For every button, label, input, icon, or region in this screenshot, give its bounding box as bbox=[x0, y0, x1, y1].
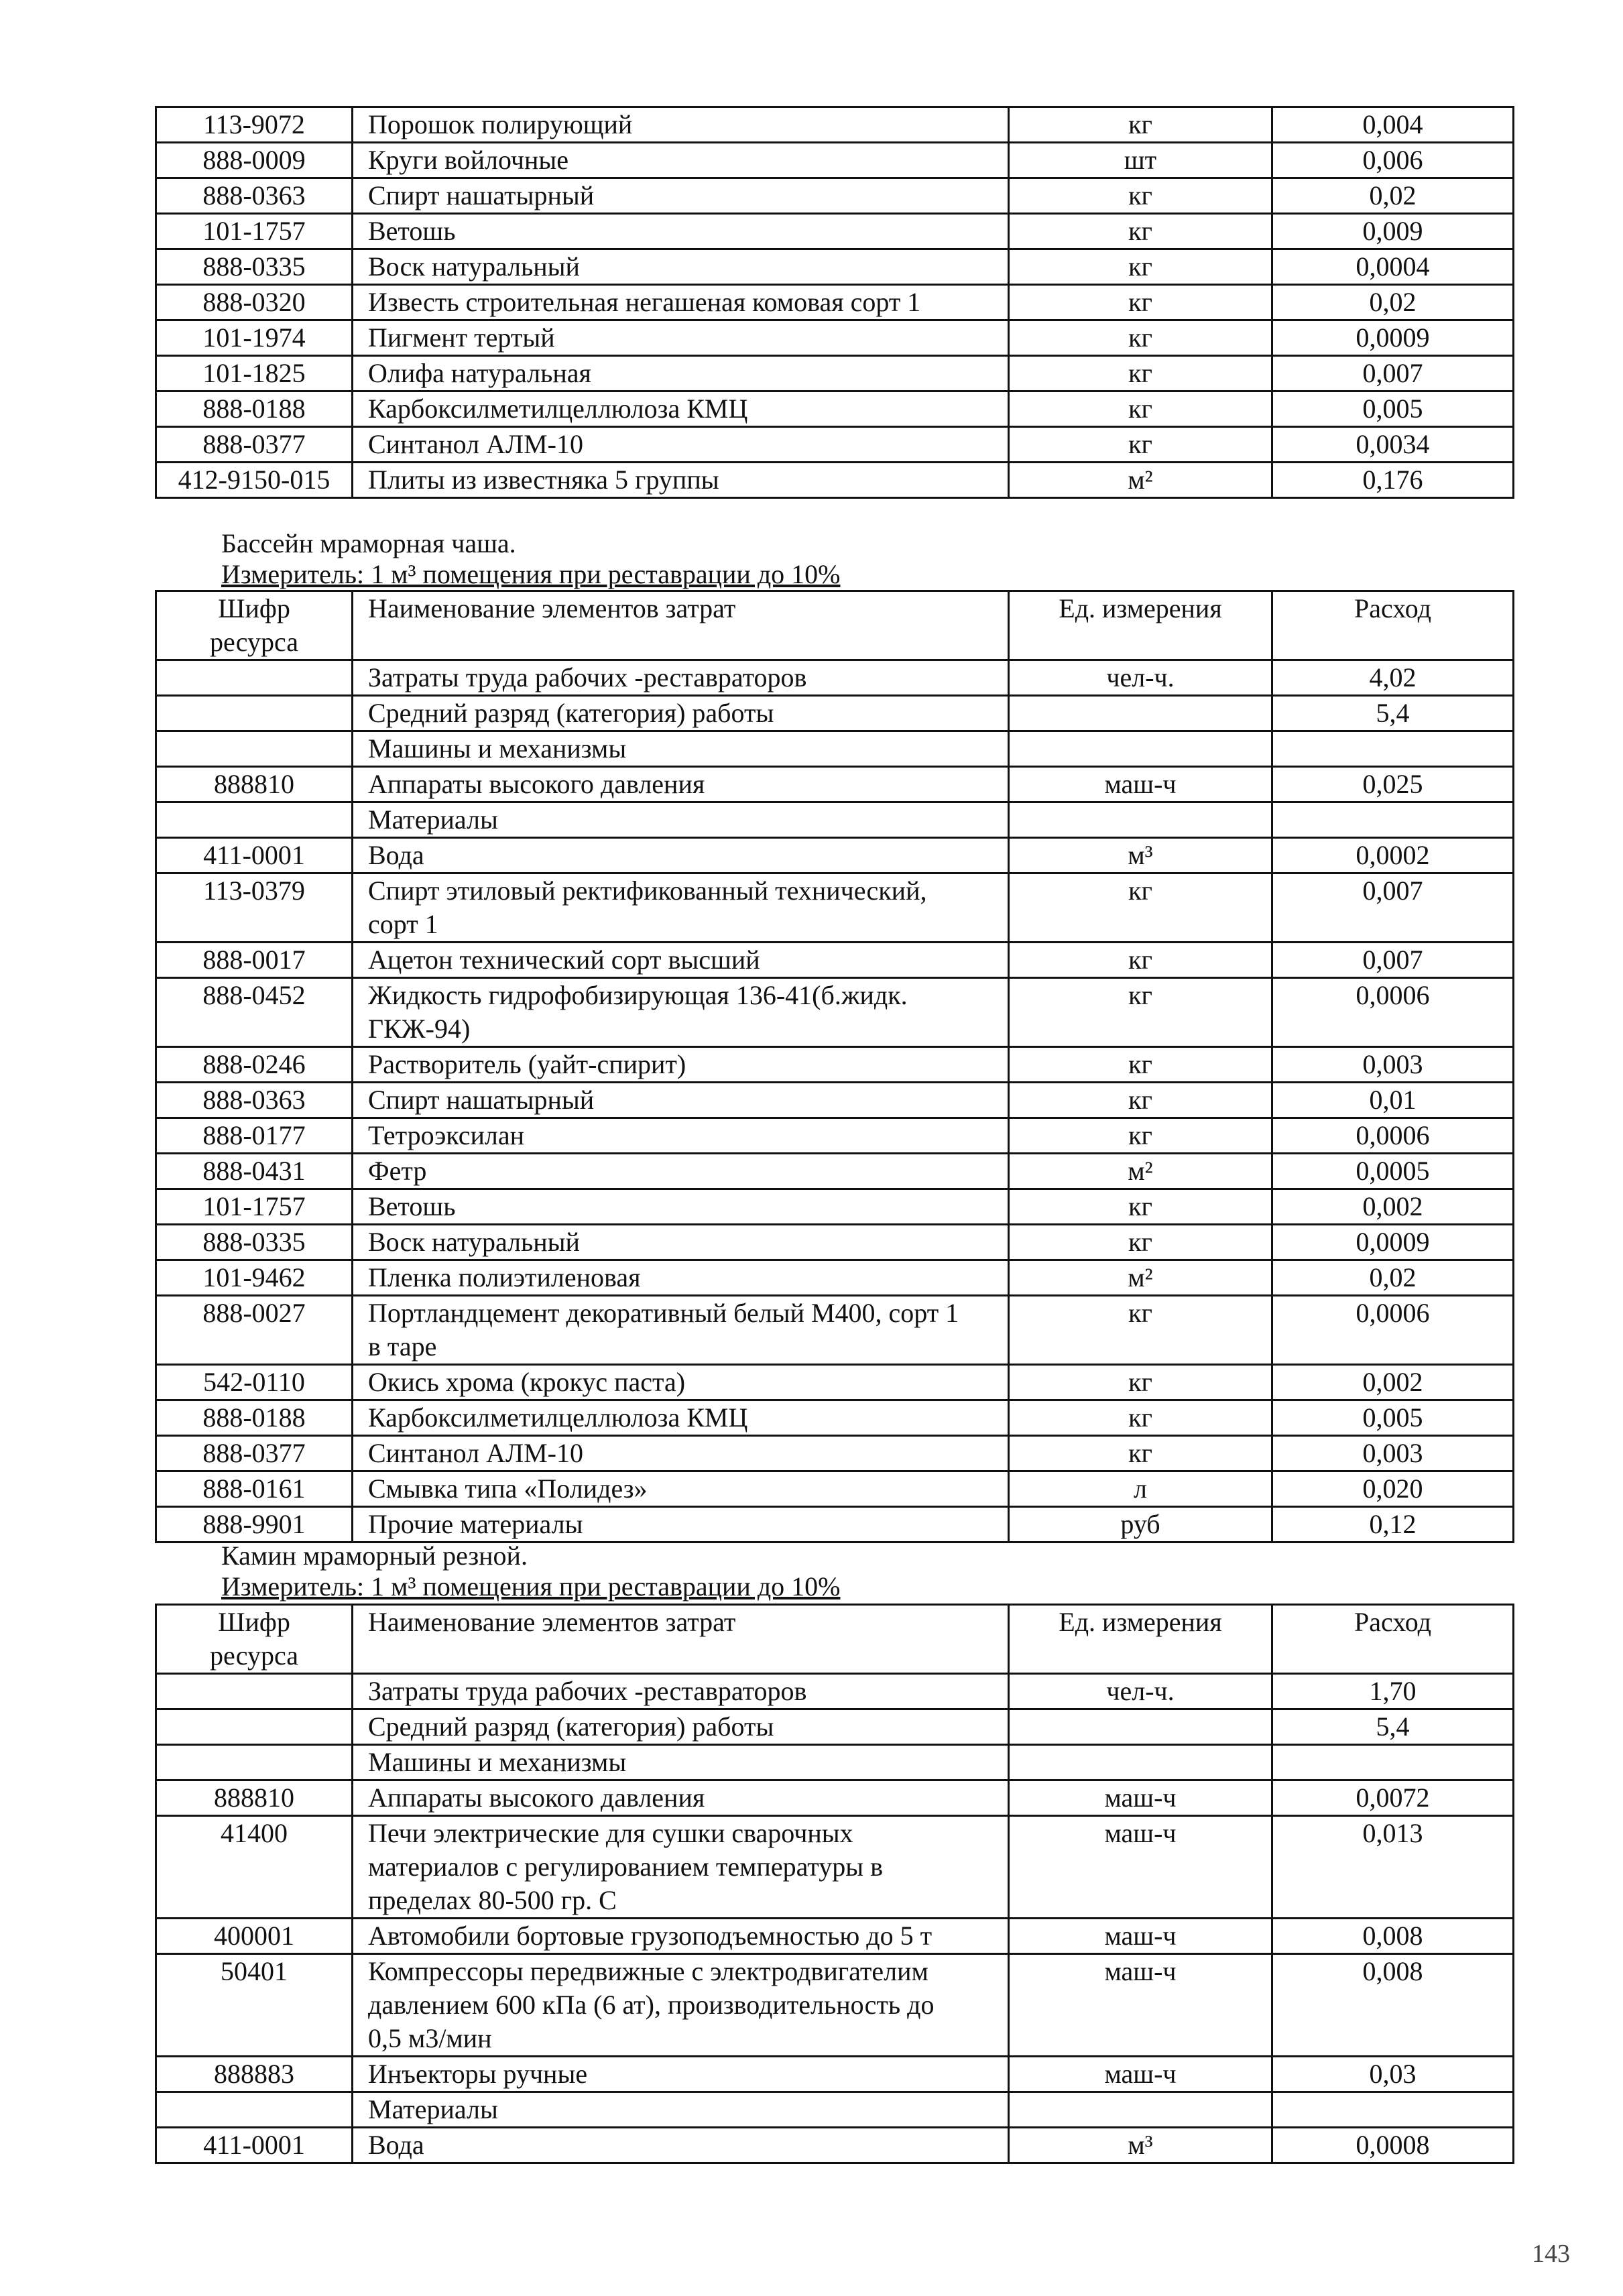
quantity-cell bbox=[1272, 731, 1514, 767]
resource-name-cell: Воск натуральный bbox=[353, 1225, 1009, 1260]
quantity-cell: 1,70 bbox=[1272, 1674, 1514, 1709]
resource-code-cell bbox=[156, 660, 353, 696]
header-quantity: Расход bbox=[1272, 1605, 1514, 1674]
unit-cell: шт bbox=[1009, 143, 1272, 178]
resource-code-cell: 888-0452 bbox=[156, 978, 353, 1047]
table-row bbox=[156, 943, 1514, 978]
unit-cell: кг bbox=[1009, 943, 1272, 978]
table-row bbox=[156, 1674, 1514, 1709]
quantity-cell: 0,002 bbox=[1272, 1365, 1514, 1400]
unit-cell: м² bbox=[1009, 463, 1272, 498]
resource-table-fireplace bbox=[155, 1604, 1514, 2164]
resource-code-cell: 888-0363 bbox=[156, 1083, 353, 1118]
resource-code-cell: 888-0320 bbox=[156, 285, 353, 320]
table-row bbox=[156, 696, 1514, 731]
table-row bbox=[156, 1745, 1514, 1780]
resource-name-cell: Прочие материалы bbox=[353, 1507, 1009, 1543]
unit-cell: кг bbox=[1009, 391, 1272, 427]
unit-cell: кг bbox=[1009, 1436, 1272, 1471]
quantity-cell: 0,005 bbox=[1272, 1400, 1514, 1436]
unit-cell: кг bbox=[1009, 178, 1272, 214]
unit-cell: л bbox=[1009, 1471, 1272, 1507]
resource-code-cell: 412-9150-015 bbox=[156, 463, 353, 498]
unit-cell: кг bbox=[1009, 1225, 1272, 1260]
resource-name-cell: Пленка полиэтиленовая bbox=[353, 1260, 1009, 1296]
resource-code-cell: 888-0017 bbox=[156, 943, 353, 978]
resource-code-cell: 888-0027 bbox=[156, 1296, 353, 1365]
header-quantity: Расход bbox=[1272, 591, 1514, 660]
quantity-cell: 4,02 bbox=[1272, 660, 1514, 696]
resource-name-cell: Олифа натуральная bbox=[353, 356, 1009, 391]
resource-code-cell: 41400 bbox=[156, 1816, 353, 1919]
resource-name-cell: Синтанол АЛМ-10 bbox=[353, 1436, 1009, 1471]
resource-code-cell bbox=[156, 1674, 353, 1709]
table-row bbox=[156, 2057, 1514, 2092]
resource-code-cell: 50401 bbox=[156, 1954, 353, 2057]
unit-cell: м³ bbox=[1009, 838, 1272, 873]
resource-code-cell bbox=[156, 696, 353, 731]
table-row bbox=[156, 1225, 1514, 1260]
table-row bbox=[156, 391, 1514, 427]
resource-name-cell: Синтанол АЛМ-10 bbox=[353, 427, 1009, 463]
resource-name-cell: Затраты труда рабочих -реставраторов bbox=[353, 1674, 1009, 1709]
quantity-cell: 0,003 bbox=[1272, 1436, 1514, 1471]
resource-name-cell: Средний разряд (категория) работы bbox=[353, 1709, 1009, 1745]
resource-name-cell: Воск натуральный bbox=[353, 249, 1009, 285]
quantity-cell: 0,12 bbox=[1272, 1507, 1514, 1543]
resource-code-cell: 888-0246 bbox=[156, 1047, 353, 1083]
table-row bbox=[156, 2128, 1514, 2163]
unit-cell: кг bbox=[1009, 1047, 1272, 1083]
table-row bbox=[156, 178, 1514, 214]
quantity-cell: 0,025 bbox=[1272, 767, 1514, 802]
quantity-cell: 0,007 bbox=[1272, 873, 1514, 943]
quantity-cell: 0,008 bbox=[1272, 1954, 1514, 2057]
table-row bbox=[156, 1471, 1514, 1507]
resource-name-cell: Спирт нашатырный bbox=[353, 178, 1009, 214]
resource-code-cell: 101-1757 bbox=[156, 214, 353, 249]
measure-text: Измеритель: 1 м³ помещения при реставрации до 10% bbox=[221, 559, 841, 589]
table-row bbox=[156, 1400, 1514, 1436]
resource-code-cell: 411-0001 bbox=[156, 2128, 353, 2163]
resource-name-cell: Материалы bbox=[353, 802, 1009, 838]
quantity-cell: 0,01 bbox=[1272, 1083, 1514, 1118]
unit-cell: м² bbox=[1009, 1154, 1272, 1189]
table-row bbox=[156, 1507, 1514, 1543]
quantity-cell: 0,002 bbox=[1272, 1189, 1514, 1225]
resource-code-cell: 888-0188 bbox=[156, 391, 353, 427]
quantity-cell: 0,020 bbox=[1272, 1471, 1514, 1507]
quantity-cell: 0,0072 bbox=[1272, 1780, 1514, 1816]
resource-code-cell: 888-0335 bbox=[156, 249, 353, 285]
table-row bbox=[156, 1047, 1514, 1083]
resource-name-cell: Машины и механизмы bbox=[353, 731, 1009, 767]
quantity-cell bbox=[1272, 802, 1514, 838]
header-row bbox=[156, 1605, 1514, 1674]
quantity-cell: 5,4 bbox=[1272, 1709, 1514, 1745]
table-row bbox=[156, 767, 1514, 802]
quantity-cell: 0,0004 bbox=[1272, 249, 1514, 285]
resource-name-cell: Порошок полирующий bbox=[353, 107, 1009, 143]
resource-name-cell: Ветошь bbox=[353, 214, 1009, 249]
resource-name-cell: Аппараты высокого давления bbox=[353, 1780, 1009, 1816]
quantity-cell: 0,003 bbox=[1272, 1047, 1514, 1083]
table-row bbox=[156, 731, 1514, 767]
resource-name-cell: Компрессоры передвижные с электродвигателим давлением 600 кПа (6 ат), производительность до 0,5 м3/мин bbox=[353, 1954, 1009, 2057]
resource-code-cell: 888-9901 bbox=[156, 1507, 353, 1543]
table-row bbox=[156, 214, 1514, 249]
quantity-cell: 0,004 bbox=[1272, 107, 1514, 143]
resource-name-cell: Инъекторы ручные bbox=[353, 2057, 1009, 2092]
table-row bbox=[156, 1436, 1514, 1471]
quantity-cell: 0,0034 bbox=[1272, 427, 1514, 463]
table-row bbox=[156, 427, 1514, 463]
resource-code-cell: 113-9072 bbox=[156, 107, 353, 143]
resource-name-cell: Плиты из известняка 5 группы bbox=[353, 463, 1009, 498]
unit-cell: маш-ч bbox=[1009, 2057, 1272, 2092]
resource-name-cell: Вода bbox=[353, 838, 1009, 873]
resource-code-cell: 888-0009 bbox=[156, 143, 353, 178]
quantity-cell: 0,02 bbox=[1272, 1260, 1514, 1296]
quantity-cell: 0,0006 bbox=[1272, 1118, 1514, 1154]
table-row bbox=[156, 356, 1514, 391]
resource-name-cell: Затраты труда рабочих -реставраторов bbox=[353, 660, 1009, 696]
unit-cell bbox=[1009, 731, 1272, 767]
quantity-cell: 0,0002 bbox=[1272, 838, 1514, 873]
quantity-cell bbox=[1272, 1745, 1514, 1780]
table-row bbox=[156, 1780, 1514, 1816]
resource-name-cell: Фетр bbox=[353, 1154, 1009, 1189]
header-row bbox=[156, 591, 1514, 660]
resource-code-cell: 101-9462 bbox=[156, 1260, 353, 1296]
resource-name-cell: Машины и механизмы bbox=[353, 1745, 1009, 1780]
section-title-fireplace: Камин мраморный резной. bbox=[221, 1540, 528, 1571]
quantity-cell: 0,0006 bbox=[1272, 978, 1514, 1047]
unit-cell: маш-ч bbox=[1009, 1919, 1272, 1954]
table-row bbox=[156, 1260, 1514, 1296]
quantity-cell: 0,005 bbox=[1272, 391, 1514, 427]
page-number: 143 bbox=[1532, 2240, 1570, 2268]
resource-name-cell: Жидкость гидрофобизирующая 136-41(б.жидк. ГКЖ-94) bbox=[353, 978, 1009, 1047]
measure-text: Измеритель: 1 м³ помещения при реставрации до 10% bbox=[221, 1571, 841, 1602]
unit-cell: кг bbox=[1009, 978, 1272, 1047]
resource-name-cell: Спирт этиловый ректификованный технический, сорт 1 bbox=[353, 873, 1009, 943]
resource-code-cell: 888-0188 bbox=[156, 1400, 353, 1436]
table-row bbox=[156, 802, 1514, 838]
unit-cell: кг bbox=[1009, 873, 1272, 943]
resource-code-cell: 888-0177 bbox=[156, 1118, 353, 1154]
table-row bbox=[156, 660, 1514, 696]
resource-name-cell: Средний разряд (категория) работы bbox=[353, 696, 1009, 731]
quantity-cell: 0,176 bbox=[1272, 463, 1514, 498]
unit-cell: маш-ч bbox=[1009, 767, 1272, 802]
resource-code-cell: 101-1825 bbox=[156, 356, 353, 391]
resource-name-cell: Портландцемент декоративный белый М400, сорт 1 в таре bbox=[353, 1296, 1009, 1365]
resource-name-cell: Смывка типа «Полидез» bbox=[353, 1471, 1009, 1507]
resource-code-cell: 113-0379 bbox=[156, 873, 353, 943]
table-row bbox=[156, 2092, 1514, 2128]
quantity-cell: 5,4 bbox=[1272, 696, 1514, 731]
resource-code-cell: 411-0001 bbox=[156, 838, 353, 873]
unit-cell: м³ bbox=[1009, 2128, 1272, 2163]
unit-cell: маш-ч bbox=[1009, 1954, 1272, 2057]
quantity-cell bbox=[1272, 2092, 1514, 2128]
table-row bbox=[156, 1816, 1514, 1919]
unit-cell bbox=[1009, 1709, 1272, 1745]
header-resource-name: Наименование элементов затрат bbox=[353, 591, 1009, 660]
table-row bbox=[156, 1709, 1514, 1745]
resource-code-cell: 101-1974 bbox=[156, 320, 353, 356]
resource-table-continued bbox=[155, 106, 1514, 499]
resource-code-cell: 542-0110 bbox=[156, 1365, 353, 1400]
resource-name-cell: Карбоксилметилцеллюлоза КМЦ bbox=[353, 1400, 1009, 1436]
resource-code-cell: 888-0377 bbox=[156, 427, 353, 463]
unit-cell: маш-ч bbox=[1009, 1780, 1272, 1816]
quantity-cell: 0,02 bbox=[1272, 178, 1514, 214]
quantity-cell: 0,009 bbox=[1272, 214, 1514, 249]
table-row bbox=[156, 463, 1514, 498]
header-unit: Ед. измерения bbox=[1009, 591, 1272, 660]
quantity-cell: 0,0005 bbox=[1272, 1154, 1514, 1189]
quantity-cell: 0,007 bbox=[1272, 356, 1514, 391]
resource-name-cell: Известь строительная негашеная комовая сорт 1 bbox=[353, 285, 1009, 320]
resource-name-cell: Аппараты высокого давления bbox=[353, 767, 1009, 802]
resource-name-cell: Круги войлочные bbox=[353, 143, 1009, 178]
resource-code-cell: 101-1757 bbox=[156, 1189, 353, 1225]
unit-cell bbox=[1009, 2092, 1272, 2128]
resource-name-cell: Растворитель (уайт-спирит) bbox=[353, 1047, 1009, 1083]
resource-name-cell: Тетроэксилан bbox=[353, 1118, 1009, 1154]
quantity-cell: 0,02 bbox=[1272, 285, 1514, 320]
resource-code-cell: 888-0363 bbox=[156, 178, 353, 214]
unit-cell: кг bbox=[1009, 214, 1272, 249]
unit-cell: чел-ч. bbox=[1009, 660, 1272, 696]
resource-code-cell bbox=[156, 731, 353, 767]
resource-code-cell: 400001 bbox=[156, 1919, 353, 1954]
unit-cell: кг bbox=[1009, 107, 1272, 143]
quantity-cell: 0,006 bbox=[1272, 143, 1514, 178]
unit-cell: маш-ч bbox=[1009, 1816, 1272, 1919]
header-resource-name: Наименование элементов затрат bbox=[353, 1605, 1009, 1674]
resource-table-pool bbox=[155, 590, 1514, 1543]
resource-code-cell bbox=[156, 1709, 353, 1745]
table-row bbox=[156, 320, 1514, 356]
unit-cell: кг bbox=[1009, 356, 1272, 391]
table-row bbox=[156, 1954, 1514, 2057]
resource-code-cell bbox=[156, 1745, 353, 1780]
header-resource-code: Шифр ресурса bbox=[156, 591, 353, 660]
table-row bbox=[156, 107, 1514, 143]
unit-cell: кг bbox=[1009, 1400, 1272, 1436]
quantity-cell: 0,0009 bbox=[1272, 320, 1514, 356]
resource-code-cell: 888883 bbox=[156, 2057, 353, 2092]
table-row bbox=[156, 1296, 1514, 1365]
unit-cell: кг bbox=[1009, 1118, 1272, 1154]
resource-code-cell: 888-0377 bbox=[156, 1436, 353, 1471]
quantity-cell: 0,0008 bbox=[1272, 2128, 1514, 2163]
unit-cell: кг bbox=[1009, 1365, 1272, 1400]
resource-code-cell: 888810 bbox=[156, 767, 353, 802]
resource-name-cell: Окись хрома (крокус паста) bbox=[353, 1365, 1009, 1400]
table-row bbox=[156, 978, 1514, 1047]
unit-cell: кг bbox=[1009, 249, 1272, 285]
quantity-cell: 0,013 bbox=[1272, 1816, 1514, 1919]
table-row bbox=[156, 1083, 1514, 1118]
resource-code-cell: 888810 bbox=[156, 1780, 353, 1816]
unit-cell: кг bbox=[1009, 320, 1272, 356]
section-measure-pool bbox=[221, 559, 841, 590]
table-row bbox=[156, 838, 1514, 873]
resource-name-cell: Спирт нашатырный bbox=[353, 1083, 1009, 1118]
resource-name-cell: Вода bbox=[353, 2128, 1009, 2163]
unit-cell bbox=[1009, 696, 1272, 731]
table-row bbox=[156, 873, 1514, 943]
table-row bbox=[156, 285, 1514, 320]
resource-code-cell bbox=[156, 2092, 353, 2128]
header-resource-code: Шифр ресурса bbox=[156, 1605, 353, 1674]
header-unit: Ед. измерения bbox=[1009, 1605, 1272, 1674]
resource-code-cell: 888-0431 bbox=[156, 1154, 353, 1189]
resource-name-cell: Печи электрические для сушки сварочных материалов с регулированием температуры в пределах 80-500 гр. С bbox=[353, 1816, 1009, 1919]
resource-name-cell: Материалы bbox=[353, 2092, 1009, 2128]
table-row bbox=[156, 1154, 1514, 1189]
resource-name-cell: Пигмент тертый bbox=[353, 320, 1009, 356]
resource-name-cell: Автомобили бортовые грузоподъемностью до 5 т bbox=[353, 1919, 1009, 1954]
unit-cell bbox=[1009, 1745, 1272, 1780]
quantity-cell: 0,0009 bbox=[1272, 1225, 1514, 1260]
unit-cell: кг bbox=[1009, 1296, 1272, 1365]
quantity-cell: 0,0006 bbox=[1272, 1296, 1514, 1365]
quantity-cell: 0,03 bbox=[1272, 2057, 1514, 2092]
unit-cell: чел-ч. bbox=[1009, 1674, 1272, 1709]
unit-cell: руб bbox=[1009, 1507, 1272, 1543]
section-measure-fireplace bbox=[221, 1571, 841, 1602]
table-row bbox=[156, 1189, 1514, 1225]
resource-name-cell: Карбоксилметилцеллюлоза КМЦ bbox=[353, 391, 1009, 427]
unit-cell bbox=[1009, 802, 1272, 838]
unit-cell: м² bbox=[1009, 1260, 1272, 1296]
table-row bbox=[156, 1118, 1514, 1154]
table-row bbox=[156, 143, 1514, 178]
table-row bbox=[156, 249, 1514, 285]
unit-cell: кг bbox=[1009, 427, 1272, 463]
unit-cell: кг bbox=[1009, 1083, 1272, 1118]
resource-name-cell: Ацетон технический сорт высший bbox=[353, 943, 1009, 978]
resource-code-cell bbox=[156, 802, 353, 838]
section-title-pool: Бассейн мраморная чаша. bbox=[221, 528, 516, 558]
resource-name-cell: Ветошь bbox=[353, 1189, 1009, 1225]
quantity-cell: 0,008 bbox=[1272, 1919, 1514, 1954]
unit-cell: кг bbox=[1009, 285, 1272, 320]
table-row bbox=[156, 1919, 1514, 1954]
table-row bbox=[156, 1365, 1514, 1400]
resource-code-cell: 888-0161 bbox=[156, 1471, 353, 1507]
unit-cell: кг bbox=[1009, 1189, 1272, 1225]
quantity-cell: 0,007 bbox=[1272, 943, 1514, 978]
resource-code-cell: 888-0335 bbox=[156, 1225, 353, 1260]
